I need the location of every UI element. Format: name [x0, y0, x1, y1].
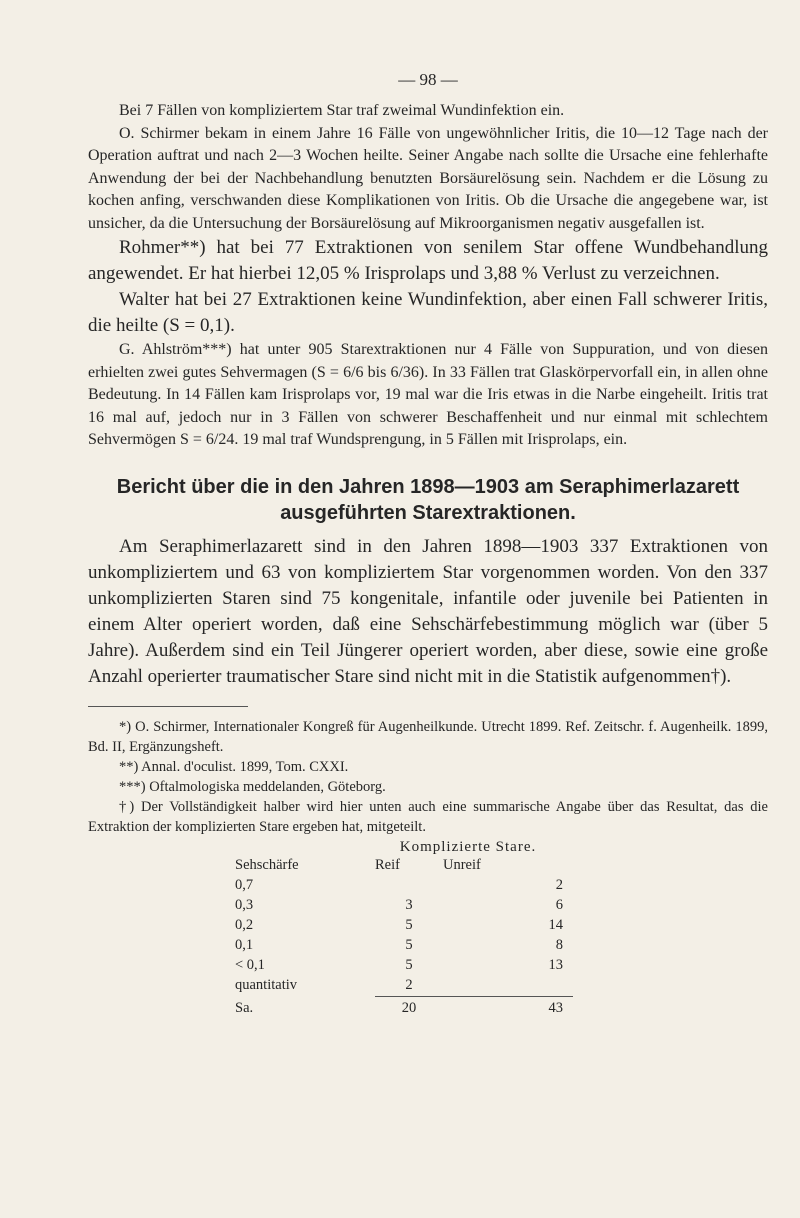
ahlstrom-block — [88, 339, 768, 452]
paragraph: Rohmer**) hat bei 77 Extraktionen von senilem Star offene Wundbehandlung angewendet. Er hat hierbei 12,05 % Irisprolaps und 3,88 % Verlust zu verzeichnen. — [88, 237, 768, 284]
header-sehschaerfe: Sehschärfe — [235, 857, 299, 873]
paragraph: Walter hat bei 27 Extraktionen keine Wundinfektion, aber einen Fall schwerer Iritis, die heilte (S = 0,1). — [88, 289, 768, 336]
cell-unreif: 13 — [548, 957, 563, 973]
sum-reif: 20 — [375, 996, 443, 1019]
cell-unreif: 6 — [555, 897, 563, 913]
footnote: †) Der Vollständigkeit halber wird hier unten auch eine summarische Angabe über das Resultat, das die Extraktion der komplizierten Stare ergeben hat, mitgeteilt. — [88, 798, 768, 835]
page-number: — 98 — — [398, 70, 458, 89]
table-header-row — [235, 856, 573, 876]
cell-reif: 5 — [405, 957, 413, 973]
sum-label: Sa. — [235, 999, 254, 1016]
cell-sehschaerfe: 0,2 — [235, 917, 254, 933]
stats-table — [235, 856, 573, 1019]
footnote: **) Annal. d'oculist. 1899, Tom. CXXI. — [119, 758, 349, 775]
footnote-divider — [88, 706, 248, 707]
large-paragraphs — [88, 235, 768, 339]
cell-sehschaerfe: quantitativ — [235, 977, 298, 994]
table-title: Komplizierte Stare. — [399, 838, 537, 855]
sum-unreif: 43 — [443, 996, 573, 1019]
cell-sehschaerfe: 0,7 — [235, 877, 254, 893]
header-unreif: Unreif — [443, 857, 481, 873]
paragraph: G. Ahlström***) hat unter 905 Starextraktionen nur 4 Fälle von Suppuration, und von diesen erhielten zwei gutes Sehvermagen (S = 6/6 bis 6/36). In 33 Fällen trat Glaskörpervorfall ein, in allen ohne Bedeutung. In 14 Fällen kam Irisprolaps vor, 19 mal war die Iris etwas in die Narbe eingeheilt. Iritis trat 16 mal auf, jedoch nur in 3 Fällen von schwerer Beschaffenheit und nur einmal mit schlechtem Sehvermögen S = 6/24. 19 mal traf Wundsprengung, in 5 Fällen mit Irisprolaps, ein. — [88, 341, 768, 448]
footnote: *) O. Schirmer, Internationaler Kongreß für Augenheilkunde. Utrecht 1899. Ref. Zeitschr. f. Augenheilk. 1899, Bd. II, Ergänzungsheft. — [88, 718, 768, 755]
table-row — [235, 896, 573, 916]
cell-sehschaerfe: < 0,1 — [235, 957, 265, 973]
cell-sehschaerfe: 0,1 — [235, 937, 254, 953]
paragraph: O. Schirmer bekam in einem Jahre 16 Fälle von ungewöhnlicher Iritis, die 10—12 Tage nach der Operation auftrat und nach 2—3 Wochen heilte. Seiner Angabe nach sollte die Ursache eine fehlerhafte Anwendung der bei der Nachbehandlung benutzten Borsäurelösung sein. Nachdem er die Lösung zu kochen anfing, verschwanden diese Komplikationen von Iritis. Ob die Ursache die angegebene war, ist unsicher, da die Untersuchung der Borsäurelösung auf Mikroorganismen negativ ausgefallen ist. — [88, 124, 768, 232]
intro-paragraphs — [88, 100, 768, 235]
cell-unreif — [443, 976, 573, 997]
cell-reif: 5 — [405, 937, 413, 953]
header-reif: Reif — [375, 857, 400, 873]
cell-reif — [375, 876, 443, 896]
footnotes — [88, 717, 768, 837]
table-sum-row — [235, 996, 573, 1019]
section-body — [88, 534, 768, 690]
paragraph: Am Seraphimerlazarett sind in den Jahren 1898—1903 337 Extraktionen von unkompliziertem und 63 von kompliziertem Star vorgenommen worden. Von den 337 unkomplizierten Staren sind 75 kongenitale, infantile oder juvenile bei Patienten in einem Alter operiert worden, daß eine Sehschärfebestimmung möglich war (über 5 Jahre). Außerdem sind ein Teil Jüngerer operiert worden, aber diese, sowie eine große Anzahl operierter traumatischer Stare sind nicht mit in die Statistik aufgenommen†). — [88, 535, 768, 687]
cell-reif: 3 — [405, 897, 413, 913]
table-row — [235, 976, 573, 997]
paragraph: Bei 7 Fällen von kompliziertem Star traf zweimal Wundinfektion ein. — [119, 102, 565, 119]
cell-unreif: 8 — [555, 937, 563, 953]
cell-reif: 2 — [405, 977, 413, 993]
table-row — [235, 956, 573, 976]
cell-unreif: 2 — [555, 877, 563, 893]
cell-unreif: 14 — [548, 917, 563, 933]
cell-sehschaerfe: 0,3 — [235, 897, 254, 913]
footnote: ***) Oftalmologiska meddelanden, Göteborg. — [119, 778, 386, 795]
page — [88, 70, 768, 1019]
cell-reif: 5 — [405, 917, 413, 933]
table-row — [235, 876, 573, 896]
table-row — [235, 916, 573, 936]
table-row — [235, 936, 573, 956]
section-title: Bericht über die in den Jahren 1898—1903 am Seraphimerlazarett ausgeführten Starextraktionen. — [116, 475, 740, 524]
